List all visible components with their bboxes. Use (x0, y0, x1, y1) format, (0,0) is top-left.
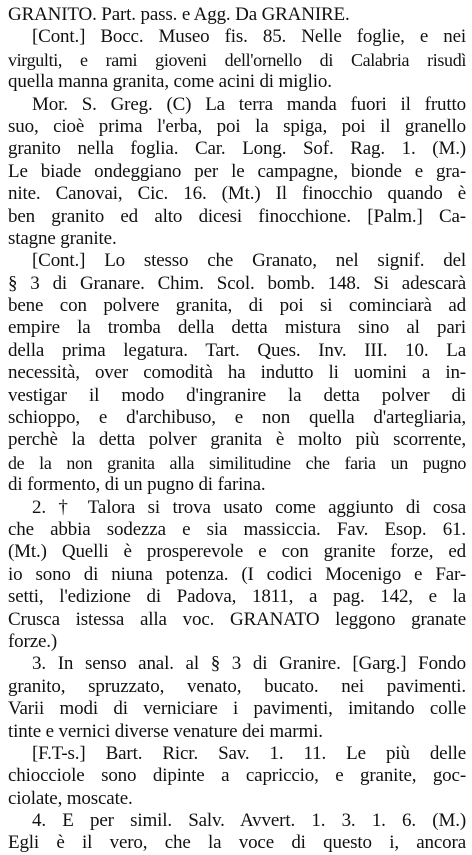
text-line: § 3 di Granare. Chim. Scol. bomb. 148. Si adescarà (8, 272, 466, 294)
text-line: de la non granita alla similitudine che faria un pugno (8, 452, 466, 473)
text-line: stagne granite. (8, 227, 117, 249)
text-line: ciolate, moscate. (8, 787, 133, 809)
text-line: GRANITO. Part. pass. e Agg. Da GRANIRE. (8, 4, 350, 25)
text-line: Le biade ondeggiano per le campagne, bionde e gra- (8, 160, 466, 182)
text-line: perchè la detta polver granita è molto più scorrente, (8, 429, 466, 451)
text-line: chiocciole sono dipinte a capriccio, e granite, goc- (8, 765, 466, 787)
text-line: necessità, over comodità ha indutto li uomini a in- (8, 362, 466, 384)
text-line: Varii modi di verniciare i pavimenti, imitando colle (8, 698, 466, 720)
text-line: [F.T-s.] Bart. Ricr. Sav. 1. 11. Le più delle (32, 742, 466, 764)
text-line: ben granito ed alto dicesi finocchione. [Palm.] Ca- (8, 205, 466, 227)
text-line: 2. † Talora si trova usato come aggiunto di cosa (32, 496, 466, 518)
text-line: bene con polvere granita, di poi si cominciarà ad (8, 295, 466, 317)
dictionary-entry-granito (8, 4, 466, 855)
text-line: Egli è il vero, che la voce di questo i, ancora (8, 832, 466, 854)
text-line: setti, l'edizione di Padova, 1811, a pag. 142, e la (8, 586, 466, 608)
text-line: io sono di niuna potenza. (I codici Mocenigo e Far- (8, 563, 466, 585)
text-line: granito nella foglia. Car. Long. Sof. Rag. 1. (M.) (8, 138, 466, 160)
text-line: 4. E per simil. Salv. Avvert. 1. 3. 1. 6. (M.) (32, 810, 466, 832)
text-line: [Cont.] Bocc. Museo fis. 85. Nelle foglie, e nei (32, 26, 466, 48)
text-line: nite. Canovai, Cic. 16. (Mt.) Il finocchio quando è (8, 183, 466, 205)
text-line: forze.) (8, 630, 58, 652)
text-line: suo, cioè prima l'erba, poi la spiga, poi il granello (8, 115, 466, 137)
text-line: empire la tromba della detta mistura sino al pari (8, 317, 466, 339)
text-line: schioppo, e d'archibuso, e non quella d'artegliaria, (8, 407, 466, 429)
text-line: (Mt.) Quelli è prosperevole e con granite forze, ed (8, 541, 466, 563)
text-line: tinte e vernici diverse venature dei marmi. (8, 720, 323, 742)
text-line: che abbia sodezza e sia massiccia. Fav. Esop. 61. (8, 518, 466, 540)
text-line: 3. In senso anal. al § 3 di Granire. [Garg.] Fondo (32, 653, 466, 675)
text-line: di formento, di un pugno di farina. (8, 474, 266, 496)
text-line: virgulti, e rami gioveni dell'ornello di Calabria risudì (8, 49, 466, 70)
text-line: granito, spruzzato, venato, bucato. nei pavimenti. (8, 675, 466, 697)
text-line: Mor. S. Greg. (C) La terra manda fuori il frutto (32, 93, 466, 115)
text-line: della prima legatura. Tart. Ques. Inv. III. 10. La (8, 339, 466, 361)
text-line: [Cont.] Lo stesso che Granato, nel signif. del (32, 250, 466, 272)
text-line: vestigar il modo d'ingranire la detta polver di (8, 384, 466, 406)
text-line: quella manna granita, come acini di miglio. (8, 71, 332, 93)
text-line: Crusca istessa alla voc. GRANATO leggono granate (8, 608, 466, 630)
